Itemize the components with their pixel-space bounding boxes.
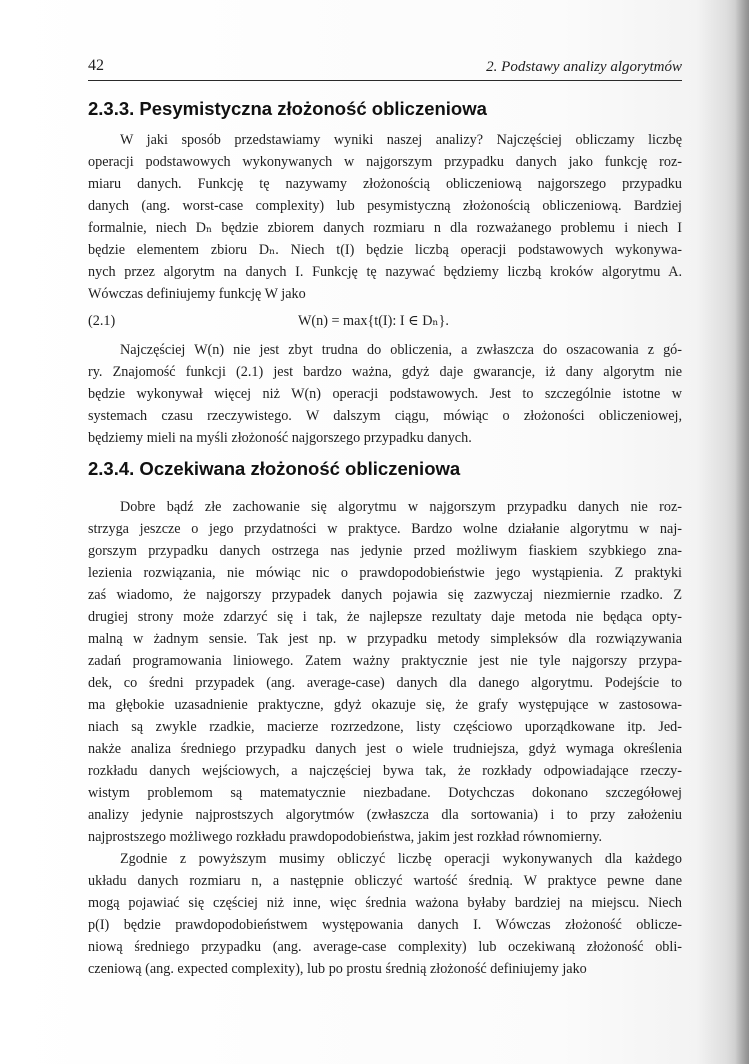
text-line: malną w żadnym sensie. Tak jest np. w przypadku metody simpleksów dla rozwiązywania xyxy=(88,631,682,647)
text-line: nakże analiza średniego przypadku danych jest o wiele trudniejsza, gdyż wymaga określenia xyxy=(88,741,682,757)
text-line: strzyga jeszcze o jego przydatności w praktyce. Bardzo wolne działanie algorytmu w naj- xyxy=(88,521,682,537)
text-line: W jaki sposób przedstawiamy wyniki naszej analizy? Najczęściej obliczamy liczbę xyxy=(120,132,682,148)
text-line: miaru danych. Funkcję tę nazywamy złożonością obliczeniową najgorszego przypadku xyxy=(88,176,682,192)
page-number: 42 xyxy=(88,57,104,74)
text-line: Wówczas definiujemy funkcję W jako xyxy=(88,286,306,302)
text-line: niową średniego przypadku (ang. average-case complexity) lub oczekiwaną złożoność obli- xyxy=(88,939,682,955)
page-edge-shadow xyxy=(735,0,749,1064)
text-line: będzie wykonywał więcej niż W(n) operacji podstawowych. Jest to szczególnie istotne w xyxy=(88,386,682,402)
text-line: zaś wiadomo, że najgorszy przypadek danych pojawia się zazwyczaj niezmiernie rzadko. Z xyxy=(88,587,682,603)
text-line: Dobre bądź złe zachowanie się algorytmu w najgorszym przypadku danych nie roz- xyxy=(120,499,682,515)
text-line: lezienia rozwiązania, nie mówiąc nic o prawdopodobieństwie jego wystąpienia. Z praktyki xyxy=(88,565,682,581)
text-line: czeniową (ang. expected complexity), lub po prostu średnią złożoność definiujemy jako xyxy=(88,961,587,977)
text-line: nych przez algorytm na danych I. Funkcję tę nazywać będziemy liczbą kroków algorytmu A. xyxy=(88,264,682,280)
text-line: drugiej strony może zdarzyć się i tak, że najlepsze rezultaty daje metoda nie będąca opty- xyxy=(88,609,682,625)
page-header xyxy=(88,56,682,81)
text-line: układu danych rozmiaru n, a następnie obliczyć wartość średnią. W praktyce pewne dane xyxy=(88,873,682,889)
text-line: danych (ang. worst-case complexity) lub pesymistyczną złożonością obliczeniową. Bardziej xyxy=(88,198,682,214)
text-line: Najczęściej W(n) nie jest zbyt trudna do obliczenia, a zwłaszcza do oszacowania z gó- xyxy=(120,342,682,358)
equation-formula: W(n) = max{t(I): I ∈ Dₙ}. xyxy=(298,313,449,329)
text-line: będzie elementem zbioru Dₙ. Niech t(I) będzie liczbą operacji podstawowych wykonywa- xyxy=(88,242,682,258)
text-line: niach są zwykle rzadkie, macierze rozrzedzone, listy częściowo uporządkowane itp. Jed- xyxy=(88,719,682,735)
text-line: zadań programowania liniowego. Zatem ważny praktycznie jest nie tyle najgorszy przypa- xyxy=(88,653,682,669)
text-line: będziemy mieli na myśli złożoność najgorszego przypadku danych. xyxy=(88,430,472,446)
text-line: gorszym przypadku danych ostrzega nas jedynie przed możliwym fiaskiem szybkiego zna- xyxy=(88,543,682,559)
text-line: ry. Znajomość funkcji (2.1) jest bardzo ważna, gdyż daje gwarancje, iż dany algorytm nie xyxy=(88,364,682,380)
text-line: najprostszego możliwego rozkładu prawdopodobieństwa, jakim jest rozkład równomierny. xyxy=(88,829,603,845)
text-line: operacji podstawowych wykonywanych w najgorszym przypadku danych jako funkcję roz- xyxy=(88,154,682,170)
text-line: mogą pojawiać się częściej niż inne, więc średnia ważona byłaby bardziej na miejscu. Niech xyxy=(88,895,682,911)
text-line: Zgodnie z powyższym musimy obliczyć liczbę operacji wykonywanych dla każdego xyxy=(120,851,682,867)
text-line: rozkładu danych wejściowych, a najczęściej bywa tak, że rozkłady odpowiadające rzeczy- xyxy=(88,763,682,779)
text-line: analizy jedynie najprostszych algorytmów (zwłaszcza dla sortowania) i to przy założeniu xyxy=(88,807,682,823)
equation-number: (2.1) xyxy=(88,313,116,329)
text-line: systemach czasu rzeczywistego. W dalszym ciągu, mówiąc o złożoności obliczeniowej, xyxy=(88,408,682,424)
running-title: 2. Podstawy analizy algorytmów xyxy=(486,59,682,75)
text-line: dek, co średni przypadek (ang. average-case) danych dla danego algorytmu. Podejście to xyxy=(88,675,682,691)
section-heading-expected: 2.3.4. Oczekiwana złożoność obliczeniowa xyxy=(88,458,461,479)
text-line: wistym problemom są matematycznie niezbadane. Dotychczas dokonano szczegółowej xyxy=(88,785,682,801)
text-line: ma głębokie uzasadnienie praktyczne, gdyż okazuje się, że grafy występujące w zastosowa- xyxy=(88,697,682,713)
text-line: formalnie, niech Dₙ będzie zbiorem danych rozmiaru n dla rozważanego problemu i niech I xyxy=(88,220,682,236)
text-line: p(I) będzie prawdopodobieństwem występowania danych I. Wówczas złożoność oblicze- xyxy=(88,917,682,933)
section-heading-pessimistic: 2.3.3. Pesymistyczna złożoność obliczeniowa xyxy=(88,98,487,119)
